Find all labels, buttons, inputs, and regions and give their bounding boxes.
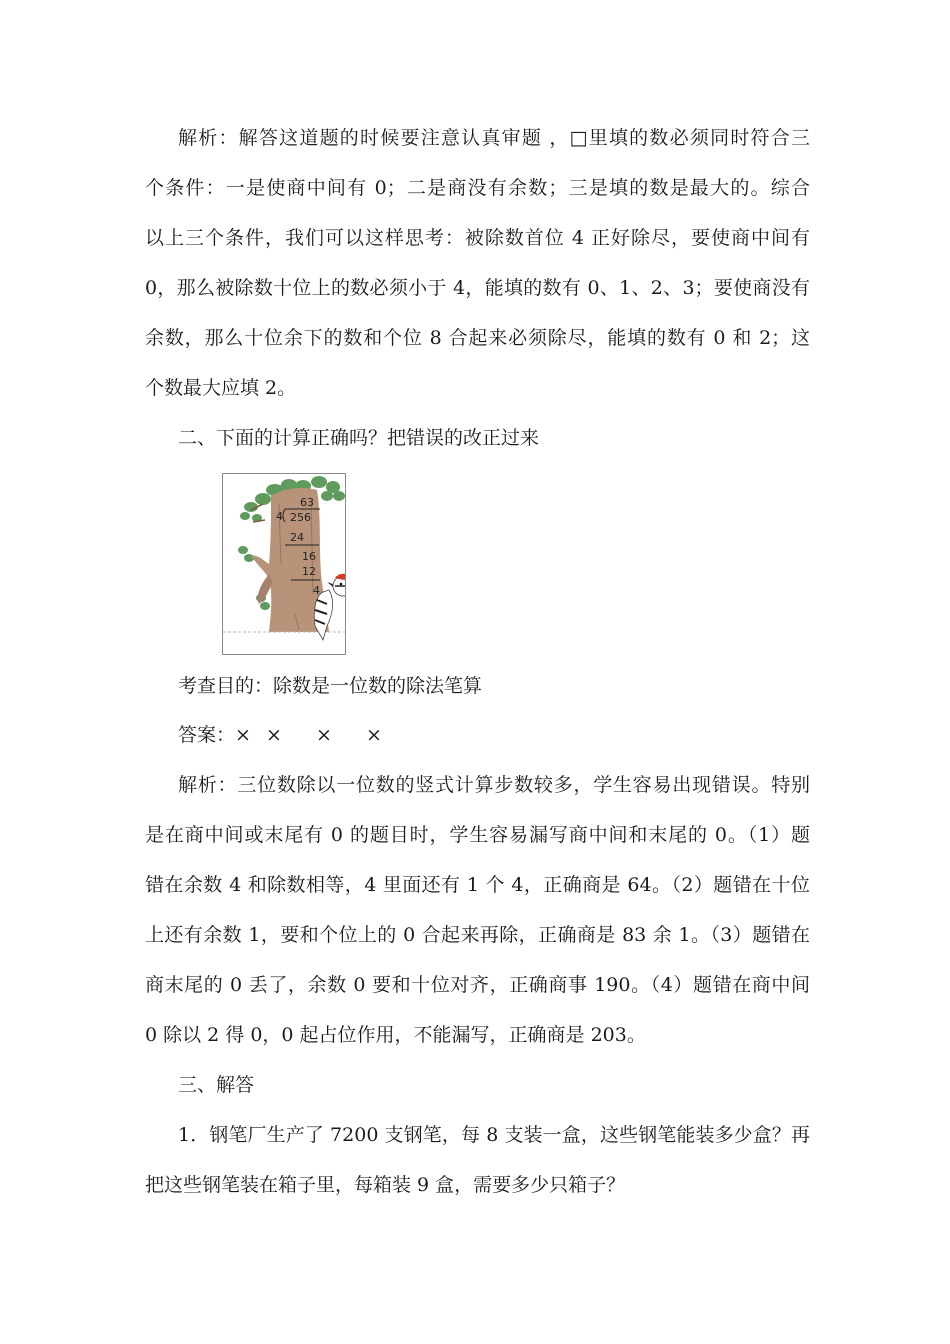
woodpecker-division-figure <box>222 473 346 655</box>
analysis2-line-3: 错在余数 4 和除数相等，4 里面还有 1 个 4，正确商是 64。（2）题错在十位 <box>145 874 810 896</box>
analysis1-line-1: 解析：解答这道题的时候要注意认真审题 ，□里填的数必须同时符合三 <box>178 127 810 149</box>
answer-label: 答案： <box>178 724 236 746</box>
step1-text: 24 <box>290 531 304 544</box>
answer-mark-2: × <box>266 724 282 746</box>
dividend-text: 256 <box>290 511 311 524</box>
answer-mark-3: × <box>316 724 332 746</box>
purpose-text: 考查目的：除数是一位数的除法笔算 <box>178 675 483 697</box>
analysis2-line-1: 解析：三位数除以一位数的竖式计算步数较多，学生容易出现错误。特别 <box>178 774 810 796</box>
analysis2-line-4: 上还有余数 1，要和个位上的 0 合起来再除，正确商是 83 余 1。（3）题错在 <box>145 924 810 946</box>
answer-mark-4: × <box>366 724 382 746</box>
divisor-text: 4 <box>276 510 283 523</box>
section3-heading: 三、解答 <box>178 1074 255 1096</box>
problem-line-1: 1．钢笔厂生产了 7200 支钢笔，每 8 支装一盒，这些钢笔能装多少盒？再 <box>178 1124 810 1146</box>
analysis1-line-6: 个数最大应填 2。 <box>145 377 297 399</box>
analysis1-line-5: 余数，那么十位余下的数和个位 8 合起来必须除尽，能填的数有 0 和 2；这 <box>145 327 810 349</box>
section2-heading: 二、下面的计算正确吗？把错误的改正过来 <box>178 427 540 449</box>
tree-illustration <box>223 474 345 654</box>
analysis1-line-3: 以上三个条件，我们可以这样思考：被除数首位 4 正好除尽，要使商中间有 <box>145 227 810 249</box>
answer-mark-1: × <box>235 724 251 746</box>
quotient-text: 63 <box>300 496 314 509</box>
step2-text: 16 <box>302 550 316 563</box>
analysis2-line-5: 商末尾的 0 丢了，余数 0 要和十位对齐，正确商事 190。（4）题错在商中间 <box>145 974 810 996</box>
analysis2-line-2: 是在商中间或末尾有 0 的题目时，学生容易漏写商中间和末尾的 0。（1）题 <box>145 824 810 846</box>
analysis2-line-6: 0 除以 2 得 0，0 起占位作用，不能漏写，正确商是 203。 <box>145 1024 646 1046</box>
answer-row <box>178 722 810 748</box>
analysis1-line-4: 0，那么被除数十位上的数必须小于 4，能填的数有 0、1、2、3；要使商没有 <box>145 277 810 299</box>
remainder-text: 4 <box>313 584 320 597</box>
problem-line-2: 把这些钢笔装在箱子里，每箱装 9 盒，需要多少只箱子？ <box>145 1174 626 1196</box>
analysis1-line-2: 个条件：一是使商中间有 0；二是商没有余数；三是填的数是最大的。综合 <box>145 177 810 199</box>
step3-text: 12 <box>302 565 316 578</box>
